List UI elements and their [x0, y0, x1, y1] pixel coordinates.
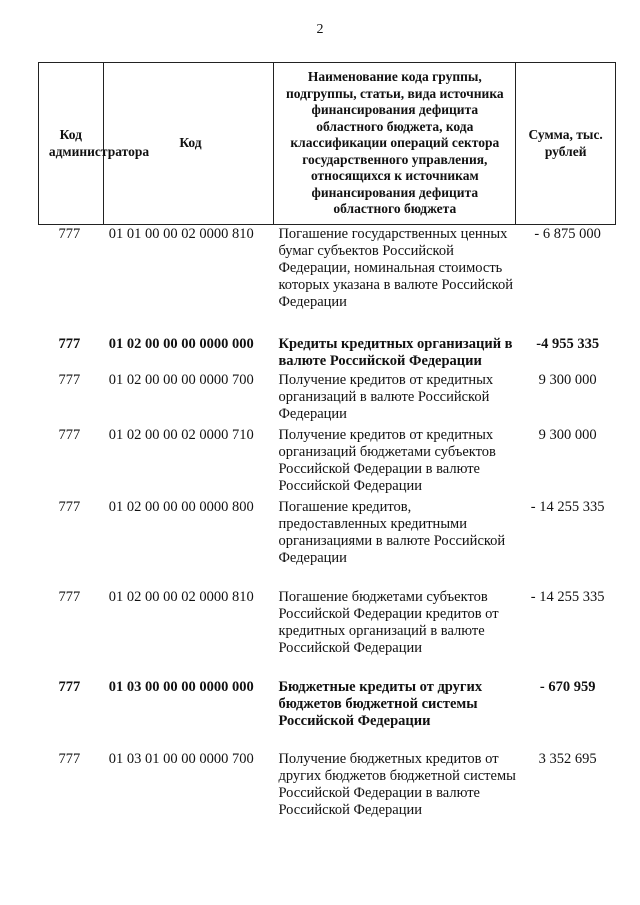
cell-sum: 9 300 000 — [538, 372, 597, 388]
cell-sum: 9 300 000 — [538, 427, 597, 443]
cell-admin: 777 — [58, 336, 81, 352]
cell-code: 01 02 00 00 00 0000 800 — [108, 499, 254, 515]
cell-code: 01 03 01 00 00 0000 700 — [108, 751, 254, 767]
cell-name: Бюджетные кредиты от других бюджетов бюджетной системы Российской Федерации — [278, 679, 483, 729]
cell-admin: 777 — [58, 589, 81, 605]
cell-sum: - 14 255 335 — [530, 589, 605, 605]
cell-name: Погашение государственных ценных бумаг субъектов Российской Федерации, номинальная стоимость которых указана в валюте Российской Федерации — [278, 226, 514, 310]
cell-sum: - 14 255 335 — [530, 499, 605, 515]
table-row — [38, 336, 616, 372]
cell-admin: 777 — [58, 499, 81, 515]
cell-sum: 3 352 695 — [538, 751, 597, 767]
cell-sum: - 6 875 000 — [534, 226, 601, 242]
cell-name: Кредиты кредитных организаций в валюте Российской Федерации — [278, 336, 513, 369]
table-body — [38, 226, 616, 823]
table-row — [38, 589, 616, 679]
cell-admin: 777 — [58, 679, 81, 695]
header-code: Код — [103, 63, 274, 225]
cell-code: 01 02 00 00 02 0000 810 — [108, 589, 254, 605]
table-row — [38, 226, 616, 336]
cell-admin: 777 — [58, 427, 81, 443]
cell-code: 01 01 00 00 02 0000 810 — [108, 226, 254, 242]
cell-name: Получение кредитов от кредитных организаций в валюте Российской Федерации — [278, 372, 494, 422]
table-row — [38, 427, 616, 499]
table-header — [38, 62, 616, 225]
cell-admin: 777 — [58, 372, 81, 388]
table-row — [38, 679, 616, 751]
cell-admin: 777 — [58, 751, 81, 767]
cell-name: Получение кредитов от кредитных организаций бюджетами субъектов Российской Федерации в валюте Российской Федерации — [278, 427, 496, 494]
cell-admin: 777 — [58, 226, 81, 242]
cell-name: Погашение кредитов, предоставленных кредитными организациями в валюте Российской Федерации — [278, 499, 506, 566]
cell-sum: - 670 959 — [539, 679, 596, 695]
cell-code: 01 03 00 00 00 0000 000 — [108, 679, 254, 695]
cell-name: Получение бюджетных кредитов от других бюджетов бюджетной системы Российской Федерации в валюте Российской Федерации — [278, 751, 516, 818]
header-name: Наименование кода группы, подгруппы, статьи, вида источника финансирования дефицита областного бюджета, кода классификации операций сектора государственного управления, относящихся к источникам финансирования дефицита областного бюджета — [274, 63, 516, 225]
cell-sum: -4 955 335 — [536, 336, 600, 352]
table-row — [38, 372, 616, 427]
cell-code: 01 02 00 00 00 0000 700 — [108, 372, 254, 388]
table-row — [38, 499, 616, 589]
cell-code: 01 02 00 00 00 0000 000 — [108, 336, 254, 352]
table-row — [38, 751, 616, 823]
cell-name: Погашение бюджетами субъектов Российской Федерации кредитов от кредитных организаций в валюте Российской Федерации — [278, 589, 499, 656]
header-admin: Код администратора — [39, 63, 104, 225]
header-sum: Сумма, тыс. рублей — [516, 63, 616, 225]
cell-code: 01 02 00 00 02 0000 710 — [108, 427, 254, 443]
page-number: 2 — [316, 22, 324, 37]
